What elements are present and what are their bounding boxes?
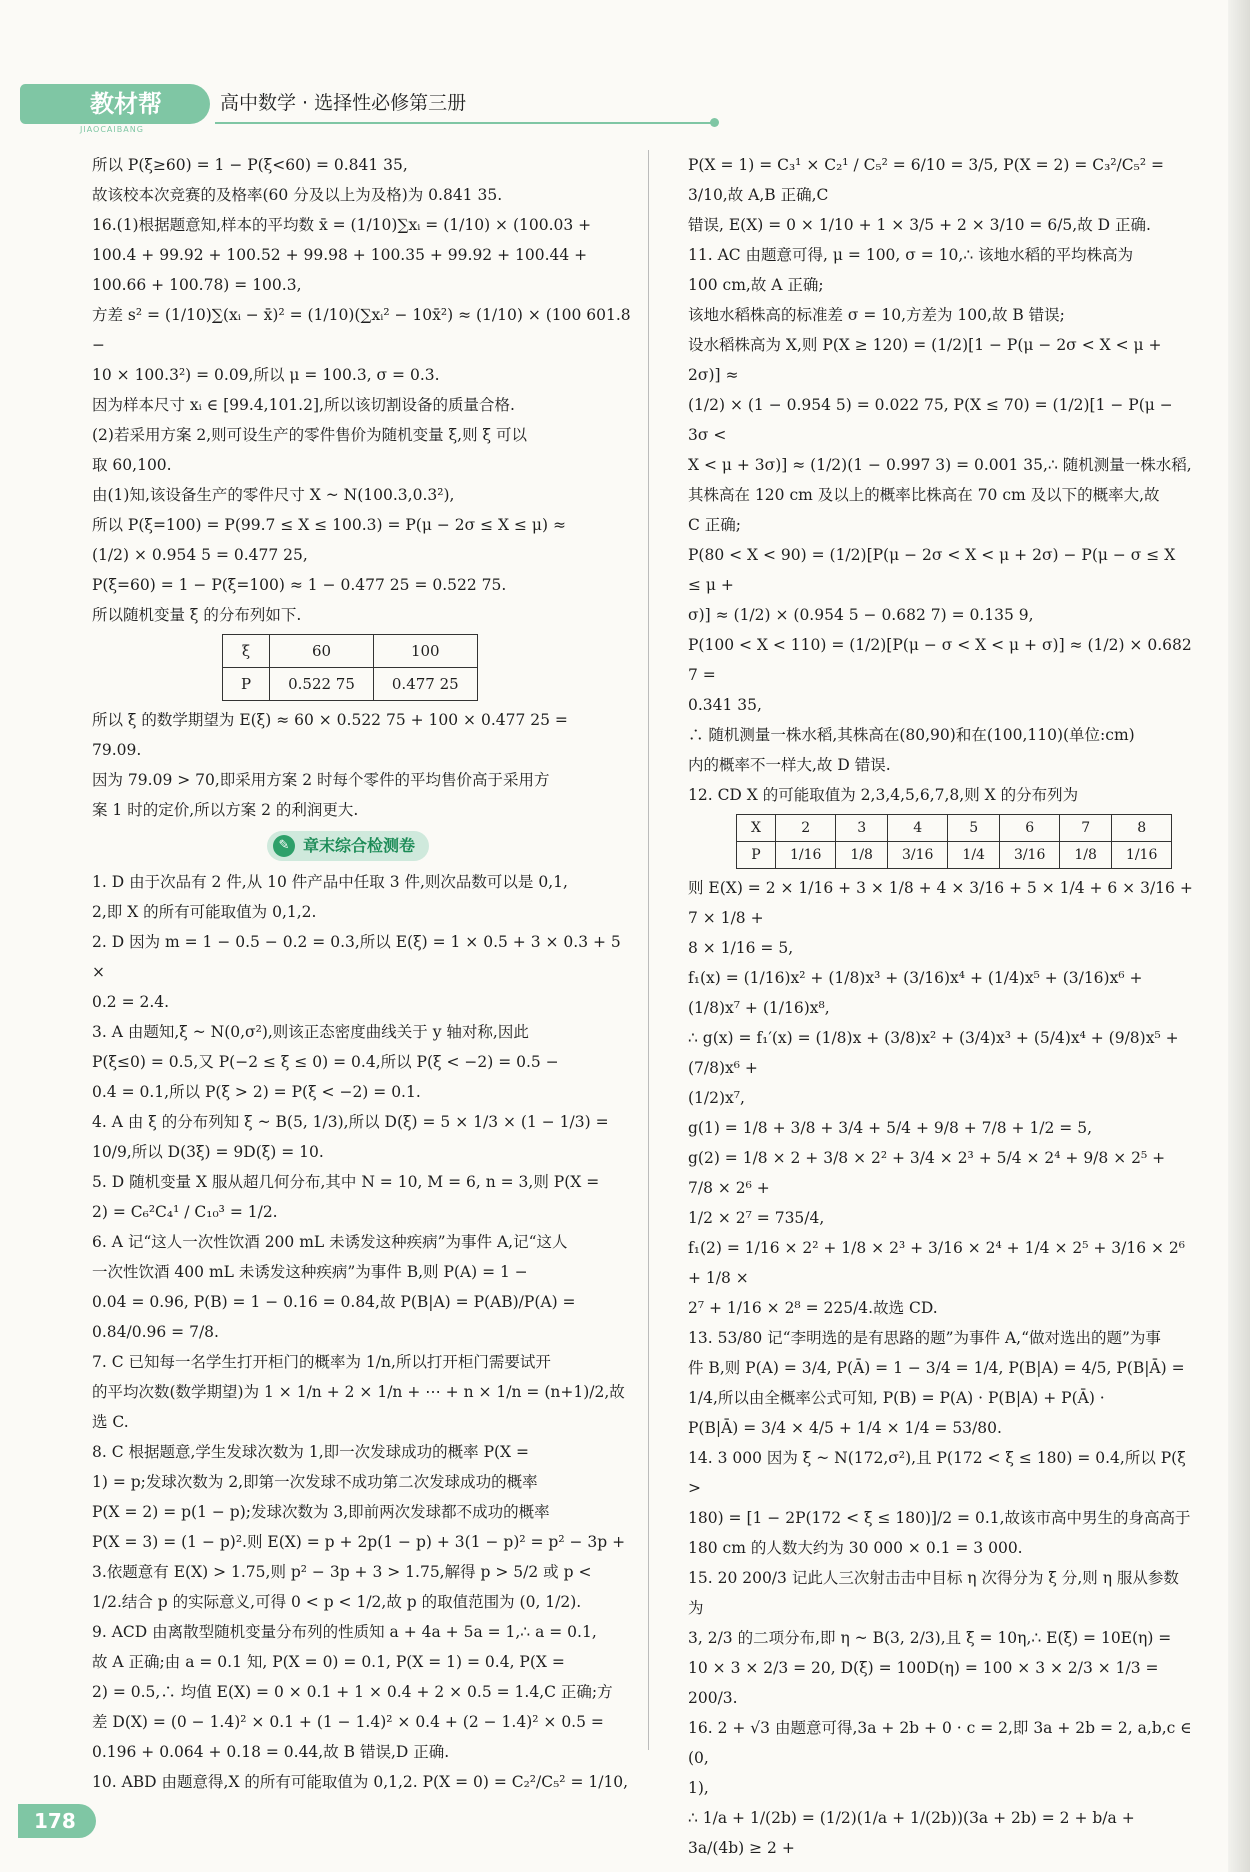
text-line: 0.4 = 0.1,所以 P(ξ > 2) = P(ξ < −2) = 0.1. <box>92 1083 421 1101</box>
text-line: 2. D 因为 m = 1 − 0.5 − 0.2 = 0.3,所以 E(ξ) = 1 × 0.5 + 3 × 0.3 + 5 × <box>92 933 621 981</box>
text-line: 件 B,则 P(A) = 3/4, P(Ā) = 1 − 3/4 = 1/4, P(B|A) = 4/5, P(B|Ā) = <box>688 1359 1185 1377</box>
page-number-text: 178 <box>34 1809 76 1833</box>
text-line: P(ξ≤0) = 0.5,又 P(−2 ≤ ξ ≤ 0) = 0.4,所以 P(ξ < −2) = 0.5 − <box>92 1053 559 1071</box>
text-line: 则 E(X) = 2 × 1/16 + 3 × 1/8 + 4 × 3/16 + 5 × 1/4 + 6 × 3/16 + 7 × 1/8 + <box>688 879 1193 927</box>
table-row <box>223 668 478 701</box>
table-cell: 5 <box>948 815 1000 842</box>
text-line: 10 × 3 × 2/3 = 20, D(ξ) = 100D(η) = 100 × 3 × 2/3 × 1/3 = 200/3. <box>688 1659 1159 1707</box>
text-line: P(80 < X < 90) = (1/2)[P(μ − 2σ < X < μ + 2σ) − P(μ − σ ≤ X ≤ μ + <box>688 546 1176 594</box>
section-banner <box>267 831 429 861</box>
left-block-2 <box>92 705 637 825</box>
text-line: 0.84/0.96 = 7/8. <box>92 1323 219 1341</box>
text-line: 2,即 X 的所有可能取值为 0,1,2. <box>92 903 317 921</box>
table-cell: 60 <box>270 635 374 668</box>
text-line: ∴ 随机测量一株水稻,其株高在(80,90)和在(100,110)(单位:cm) <box>688 726 1135 744</box>
text-line: 5. D 随机变量 X 服从超几何分布,其中 N = 10, M = 6, n = 3,则 P(X = <box>92 1173 600 1191</box>
table-row <box>737 842 1172 869</box>
text-line: 由(1)知,该设备生产的零件尺寸 X ~ N(100.3,0.3²), <box>92 486 455 504</box>
text-line: 100.66 + 100.78) = 100.3, <box>92 276 302 294</box>
table-cell: P <box>737 842 776 869</box>
text-line: 1/2 × 2⁷ = 735/4, <box>688 1209 825 1227</box>
distribution-table-xi <box>222 634 478 701</box>
table-cell: 3/16 <box>999 842 1059 869</box>
table-cell: 7 <box>1060 815 1112 842</box>
text-line: 错误, E(X) = 0 × 1/10 + 1 × 3/5 + 2 × 3/10 = 6/5,故 D 正确. <box>688 216 1151 234</box>
text-line: C 正确; <box>688 516 742 534</box>
text-line: 100 cm,故 A 正确; <box>688 276 824 294</box>
text-line: (1/2) × (1 − 0.954 5) = 0.022 75, P(X ≤ 70) = (1/2)[1 − P(μ − 3σ < <box>688 396 1173 444</box>
table-cell: 1/8 <box>1060 842 1112 869</box>
text-line: 所以 P(ξ≥60) = 1 − P(ξ<60) = 0.841 35, <box>92 156 408 174</box>
brand-name: 教材帮 <box>90 90 162 118</box>
brand-logo <box>20 84 210 124</box>
text-line: 1) = p;发球次数为 2,即第一次发球不成功第二次发球成功的概率 <box>92 1473 538 1491</box>
text-line: 10 × 100.3²) = 0.09,所以 μ = 100.3, σ = 0.3. <box>92 366 440 384</box>
table-cell: 1/16 <box>1111 842 1171 869</box>
text-line: 11. AC 由题意可得, μ = 100, σ = 10,∴ 该地水稻的平均株高为 <box>688 246 1134 264</box>
text-line: 取 60,100. <box>92 456 172 474</box>
text-line: 该地水稻株高的标准差 σ = 10,方差为 100,故 B 错误; <box>688 306 1065 324</box>
page-number <box>18 1804 96 1838</box>
table-row <box>223 635 478 668</box>
text-line: X < μ + 3σ)] ≈ (1/2)(1 − 0.997 3) = 0.001 35,∴ 随机测量一株水稻, <box>688 456 1192 474</box>
text-line: 14. 3 000 因为 ξ ~ N(172,σ²),且 P(172 < ξ ≤ 180) = 0.4,所以 P(ξ > <box>688 1449 1186 1497</box>
left-block-1 <box>92 150 637 630</box>
text-line: f₁(x) = (1/16)x² + (1/8)x³ + (3/16)x⁴ + (1/4)x⁵ + (3/16)x⁶ + (1/8)x⁷ + (1/16)x⁸, <box>688 969 1143 1017</box>
brand-subtitle: JIAOCAIBANG <box>80 125 144 134</box>
text-line: 故该校本次竞赛的及格率(60 分及以上为及格)为 0.841 35. <box>92 186 503 204</box>
text-line: 10. ABD 由题意得,X 的所有可能取值为 0,1,2. P(X = 0) = C₂²/C₅² = 1/10, <box>92 1773 629 1791</box>
table-cell: 8 <box>1111 815 1171 842</box>
text-line: 差 D(X) = (0 − 1.4)² × 0.1 + (1 − 1.4)² × 0.4 + (2 − 1.4)² × 0.5 = <box>92 1713 604 1731</box>
text-line: f₁(2) = 1/16 × 2² + 1/8 × 2³ + 3/16 × 2⁴ + 1/4 × 2⁵ + 3/16 × 2⁶ + 1/8 × <box>688 1239 1186 1287</box>
text-line: P(B|Ā) = 3/4 × 4/5 + 1/4 × 1/4 = 53/80. <box>688 1419 1002 1437</box>
text-line: 0.341 35, <box>688 696 762 714</box>
text-line: 因为 79.09 > 70,即采用方案 2 时每个零件的平均售价高于采用方 <box>92 771 550 789</box>
header-dot-icon <box>710 118 719 127</box>
text-line: 1/2.结合 p 的实际意义,可得 0 < p < 1/2,故 p 的取值范围为 (0, 1/2). <box>92 1593 582 1611</box>
text-line: 所以随机变量 ξ 的分布列如下. <box>92 606 302 624</box>
text-line: 3. A 由题知,ξ ~ N(0,σ²),则该正态密度曲线关于 y 轴对称,因此 <box>92 1023 529 1041</box>
text-line: g(2) = 1/8 × 2 + 3/8 × 2² + 3/4 × 2³ + 5/4 × 2⁴ + 9/8 × 2⁵ + 7/8 × 2⁶ + <box>688 1149 1166 1197</box>
text-line: 6. A 记“这人一次性饮酒 200 mL 未诱发这种疾病”为事件 A,记“这人 <box>92 1233 568 1251</box>
table-cell: 4 <box>887 815 947 842</box>
text-line: 其株高在 120 cm 及以上的概率比株高在 70 cm 及以下的概率大,故 <box>688 486 1160 504</box>
page-edge-shadow <box>1228 0 1250 1872</box>
header-rule <box>215 122 715 124</box>
text-line: 3, 2/3 的二项分布,即 η ~ B(3, 2/3),且 ξ = 10η,∴ E(ξ) = 10E(η) = <box>688 1629 1172 1647</box>
text-line: 因为样本尺寸 xᵢ ∈ [99.4,101.2],所以该切割设备的质量合格. <box>92 396 515 414</box>
right-block-1 <box>688 150 1193 810</box>
text-line: 1/4,所以由全概率公式可知, P(B) = P(A) · P(B|A) + P(Ā) · <box>688 1389 1105 1407</box>
text-line: ∴ g(x) = f₁′(x) = (1/8)x + (3/8)x² + (3/4)x³ + (5/4)x⁴ + (9/8)x⁵ + (7/8)x⁶ + <box>688 1029 1179 1077</box>
text-line: 所以 ξ 的数学期望为 E(ξ) ≈ 60 × 0.522 75 + 100 × 0.477 25 = <box>92 711 568 729</box>
text-line: 8. C 根据题意,学生发球次数为 1,即一次发球成功的概率 P(X = <box>92 1443 529 1461</box>
text-line: 180) = [1 − 2P(172 < ξ ≤ 180)]/2 = 0.1,故该市高中男生的身高高于 <box>688 1509 1191 1527</box>
text-line: 0.2 = 2.4. <box>92 993 170 1011</box>
text-line: 选 C. <box>92 1413 129 1431</box>
text-line: (1/2) × 0.954 5 = 0.477 25, <box>92 546 308 564</box>
left-column <box>92 150 637 1797</box>
table-cell: 0.522 75 <box>270 668 374 701</box>
text-line: 8 × 1/16 = 5, <box>688 939 794 957</box>
table-cell: 3 <box>836 815 888 842</box>
table-cell: 2 <box>775 815 835 842</box>
text-line: 2) = 0.5,∴ 均值 E(X) = 0 × 0.1 + 1 × 0.4 + 2 × 0.5 = 1.4,C 正确;方 <box>92 1683 613 1701</box>
text-line: 的平均次数(数学期望)为 1 × 1/n + 2 × 1/n + ⋯ + n × 1/n = (n+1)/2,故 <box>92 1383 625 1401</box>
table-cell: ξ <box>223 635 270 668</box>
text-line: σ)] ≈ (1/2) × (0.954 5 − 0.682 7) = 0.135 9, <box>688 606 1034 624</box>
text-line: P(X = 1) = C₃¹ × C₂¹ / C₅² = 6/10 = 3/5, P(X = 2) = C₃²/C₅² = 3/10,故 A,B 正确,C <box>688 156 1164 204</box>
table-cell: P <box>223 668 270 701</box>
book-title: 高中数学 · 选择性必修第三册 <box>220 92 467 114</box>
text-line: 一次性饮酒 400 mL 未诱发这种疾病”为事件 B,则 P(A) = 1 − <box>92 1263 528 1281</box>
text-line: 设水稻株高为 X,则 P(X ≥ 120) = (1/2)[1 − P(μ − 2σ < X < μ + 2σ)] ≈ <box>688 336 1162 384</box>
right-column <box>688 150 1193 1863</box>
text-line: 1. D 由于次品有 2 件,从 10 件产品中任取 3 件,则次品数可以是 0,1, <box>92 873 568 891</box>
table-cell: 3/16 <box>887 842 947 869</box>
left-block-3 <box>92 867 637 1797</box>
text-line: ∴ 1/a + 1/(2b) = (1/2)(1/a + 1/(2b))(3a + 2b) = 2 + b/a + 3a/(4b) ≥ 2 + <box>688 1809 1135 1857</box>
text-line: P(X = 2) = p(1 − p);发球次数为 3,即前两次发球都不成功的概率 <box>92 1503 550 1521</box>
text-line: (1/2)x⁷, <box>688 1089 745 1107</box>
text-line: 9. ACD 由离散型随机变量分布列的性质知 a + 4a + 5a = 1,∴ a = 0.1, <box>92 1623 597 1641</box>
table-cell: 1/8 <box>836 842 888 869</box>
text-line: 13. 53/80 记“李明选的是有思路的题”为事件 A,“做对选出的题”为事 <box>688 1329 1161 1347</box>
text-line: 2) = C₆²C₄¹ / C₁₀³ = 1/2. <box>92 1203 278 1221</box>
page-header <box>20 78 710 148</box>
text-line: P(100 < X < 110) = (1/2)[P(μ − σ < X < μ + σ)] ≈ (1/2) × 0.682 7 = <box>688 636 1192 684</box>
text-line: g(1) = 1/8 + 3/8 + 3/4 + 5/4 + 9/8 + 7/8 + 1/2 = 5, <box>688 1119 1093 1137</box>
text-line: 0.04 = 0.96, P(B) = 1 − 0.16 = 0.84,故 P(B|A) = P(AB)/P(A) = <box>92 1293 576 1311</box>
text-line: P(ξ=60) = 1 − P(ξ=100) ≈ 1 − 0.477 25 = 0.522 75. <box>92 576 507 594</box>
table-cell: 1/16 <box>775 842 835 869</box>
text-line: 方差 s² = (1/10)∑(xᵢ − x̄)² = (1/10)(∑xᵢ² − 10x̄²) ≈ (1/10) × (100 601.8 − <box>92 306 631 354</box>
text-line: 2⁷ + 1/16 × 2⁸ = 225/4.故选 CD. <box>688 1299 938 1317</box>
table-cell: 6 <box>999 815 1059 842</box>
text-line: 案 1 时的定价,所以方案 2 的利润更大. <box>92 801 359 819</box>
right-block-2 <box>688 873 1193 1863</box>
table-cell: 1/4 <box>948 842 1000 869</box>
column-divider <box>648 150 649 1750</box>
text-line: 3.依题意有 E(X) > 1.75,则 p² − 3p + 3 > 1.75,解得 p > 5/2 或 p < <box>92 1563 592 1581</box>
text-line: 100.4 + 99.92 + 100.52 + 99.98 + 100.35 + 99.92 + 100.44 + <box>92 246 588 264</box>
text-line: 16.(1)根据题意知,样本的平均数 x̄ = (1/10)∑xᵢ = (1/10) × (100.03 + <box>92 216 592 234</box>
text-line: 内的概率不一样大,故 D 错误. <box>688 756 891 774</box>
lightbulb-icon: ✎ <box>273 835 295 857</box>
table-cell: 100 <box>373 635 477 668</box>
text-line: 10/9,所以 D(3ξ) = 9D(ξ) = 10. <box>92 1143 324 1161</box>
text-line: 79.09. <box>92 741 142 759</box>
table-row <box>737 815 1172 842</box>
text-line: (2)若采用方案 2,则可设生产的零件售价为随机变量 ξ,则 ξ 可以 <box>92 426 527 444</box>
text-line: 7. C 已知每一名学生打开柜门的概率为 1/n,所以打开柜门需要试开 <box>92 1353 551 1371</box>
text-line: P(X = 3) = (1 − p)².则 E(X) = p + 2p(1 − p) + 3(1 − p)² = p² − 3p + <box>92 1533 626 1551</box>
distribution-table-x <box>736 814 1172 869</box>
table-cell: X <box>737 815 776 842</box>
text-line: 所以 P(ξ=100) = P(99.7 ≤ X ≤ 100.3) = P(μ − 2σ ≤ X ≤ μ) ≈ <box>92 516 566 534</box>
table-cell: 0.477 25 <box>373 668 477 701</box>
text-line: 16. 2 + √3 由题意可得,3a + 2b + 0 · c = 2,即 3a + 2b = 2, a,b,c ∈ (0, <box>688 1719 1192 1767</box>
text-line: 故 A 正确;由 a = 0.1 知, P(X = 0) = 0.1, P(X = 1) = 0.4, P(X = <box>92 1653 565 1671</box>
text-line: 12. CD X 的可能取值为 2,3,4,5,6,7,8,则 X 的分布列为 <box>688 786 1079 804</box>
text-line: 180 cm 的人数大约为 30 000 × 0.1 = 3 000. <box>688 1539 1023 1557</box>
text-line: 1), <box>688 1779 709 1797</box>
text-line: 0.196 + 0.064 + 0.18 = 0.44,故 B 错误,D 正确. <box>92 1743 450 1761</box>
text-line: 15. 20 200/3 记此人三次射击击中目标 η 次得分为 ξ 分,则 η 服从参数为 <box>688 1569 1179 1617</box>
section-title: 章末综合检测卷 <box>303 836 416 855</box>
text-line: 4. A 由 ξ 的分布列知 ξ ~ B(5, 1/3),所以 D(ξ) = 5 × 1/3 × (1 − 1/3) = <box>92 1113 609 1131</box>
